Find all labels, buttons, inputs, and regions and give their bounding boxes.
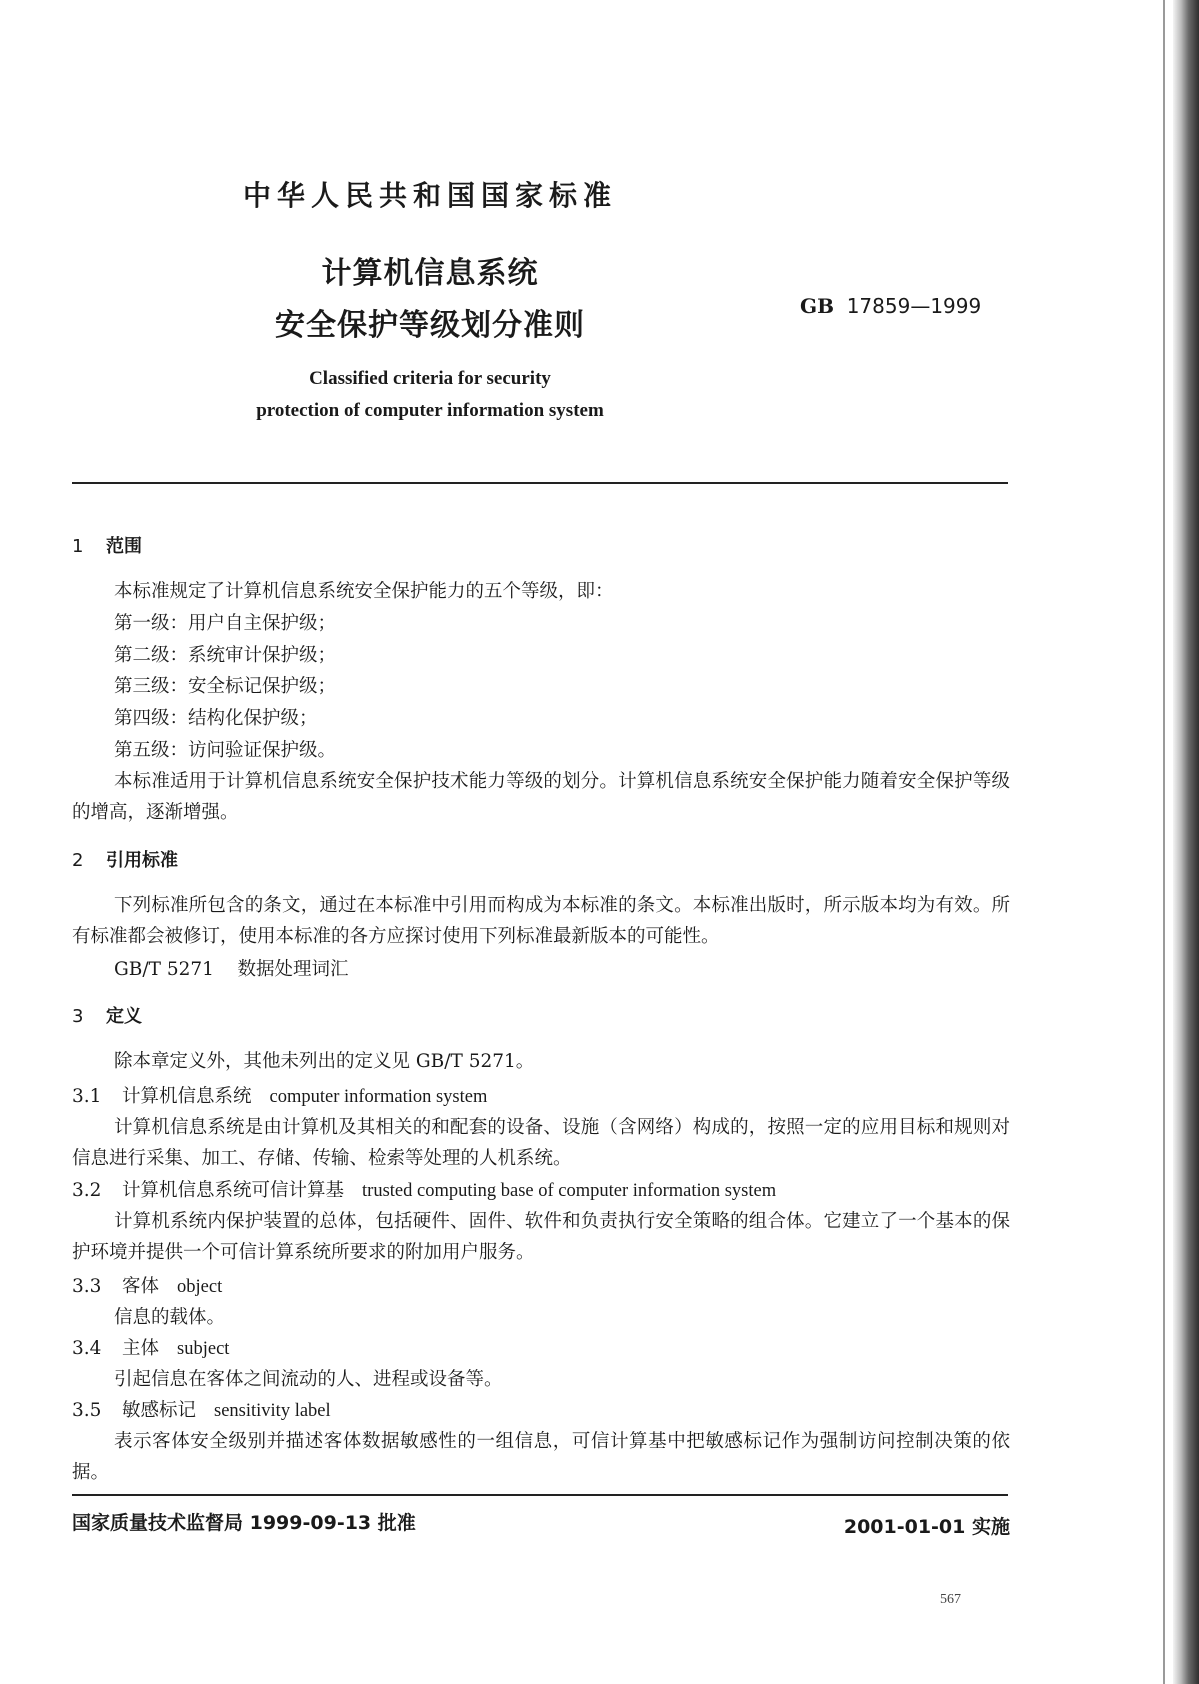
term-number: 3.1 xyxy=(72,1086,102,1107)
reference-name: 数据处理词汇 xyxy=(237,959,349,980)
term-heading xyxy=(72,1396,331,1422)
section-2-heading xyxy=(72,846,178,872)
term-en: trusted computing base of computer information system xyxy=(362,1181,777,1201)
term-heading xyxy=(72,1176,776,1202)
term-number: 3.2 xyxy=(72,1180,102,1201)
level-item: 第一级：用户自主保护级； xyxy=(114,613,337,634)
book-spine-shadow xyxy=(1173,0,1199,1684)
term-heading xyxy=(72,1334,229,1360)
page-edge-line xyxy=(1163,0,1165,1684)
section-1-intro: 本标准规定了计算机信息系统安全保护能力的五个等级，即： xyxy=(114,581,614,602)
term-number: 3.3 xyxy=(72,1276,102,1297)
section-title: 定义 xyxy=(106,1006,142,1027)
title-cn-line1: 计算机信息系统 xyxy=(321,256,539,291)
reference-code: GB/T 5271 xyxy=(114,959,214,980)
level-item: 第四级：结构化保护级； xyxy=(114,708,318,729)
term-number: 3.4 xyxy=(72,1338,102,1359)
term-cn: 敏感标记 xyxy=(122,1400,197,1421)
standard-code: 17859—1999 xyxy=(846,294,982,318)
term-definition: 表示客体安全级别并描述客体数据敏感性的一组信息，可信计算基中把敏感标记作为强制访问控制决策的依据。 xyxy=(72,1431,1010,1483)
section-1-closing: 本标准适用于计算机信息系统安全保护技术能力等级的划分。计算机信息系统安全保护能力随着安全保护等级的增高，逐渐增强。 xyxy=(72,771,1010,823)
footer-divider xyxy=(72,1494,1008,1496)
section-1-heading xyxy=(72,532,142,558)
title-cn-line2: 安全保护等级划分准则 xyxy=(275,308,585,343)
term-heading xyxy=(72,1082,487,1108)
section-2-body: 下列标准所包含的条文，通过在本标准中引用而构成为本标准的条文。本标准出版时，所示版本均为有效。所有标准都会被修订，使用本标准的各方应探讨使用下列标准最新版本的可能性。 xyxy=(72,895,1010,947)
section-number: 3 xyxy=(72,1006,84,1027)
term-en: computer information system xyxy=(269,1087,488,1107)
reference-item xyxy=(114,954,348,985)
page-number: 567 xyxy=(940,1592,961,1607)
term-definition: 信息的载体。 xyxy=(114,1307,226,1328)
standard-number xyxy=(800,294,981,318)
term-en: subject xyxy=(177,1339,230,1359)
term-definition: 计算机信息系统是由计算机及其相关的和配套的设备、设施（含网络）构成的，按照一定的应用目标和规则对信息进行采集、加工、存储、传输、检索等处理的人机系统。 xyxy=(72,1117,1010,1169)
title-en-line1: Classified criteria for security xyxy=(309,368,551,389)
national-standard-heading: 中华人民共和国国家标准 xyxy=(242,179,617,212)
term-number: 3.5 xyxy=(72,1400,102,1421)
title-en-line2: protection of computer information system xyxy=(256,400,604,421)
standard-prefix: GB xyxy=(800,294,834,318)
section-3-intro: 除本章定义外，其他未列出的定义见 GB/T 5271。 xyxy=(114,1051,535,1072)
level-item: 第三级：安全标记保护级； xyxy=(114,676,337,697)
term-cn: 主体 xyxy=(122,1338,160,1359)
section-3-heading xyxy=(72,1002,142,1028)
term-definition: 计算机系统内保护装置的总体，包括硬件、固件、软件和负责执行安全策略的组合体。它建立了一个基本的保护环境并提供一个可信计算系统所要求的附加用户服务。 xyxy=(72,1211,1010,1263)
section-title: 范围 xyxy=(106,536,142,557)
term-en: object xyxy=(177,1277,223,1297)
level-item: 第五级：访问验证保护级。 xyxy=(114,740,337,761)
section-number: 2 xyxy=(72,850,84,871)
term-cn: 计算机信息系统 xyxy=(122,1086,252,1107)
section-number: 1 xyxy=(72,536,84,557)
effective-date: 2001-01-01 实施 xyxy=(843,1516,1010,1538)
term-en: sensitivity label xyxy=(214,1401,331,1421)
term-heading xyxy=(72,1272,222,1298)
header-divider xyxy=(72,482,1008,484)
section-title: 引用标准 xyxy=(106,850,178,871)
term-definition: 引起信息在客体之间流动的人、进程或设备等。 xyxy=(114,1369,503,1390)
level-item: 第二级：系统审计保护级； xyxy=(114,645,337,666)
approval-line: 国家质量技术监督局 1999-09-13 批准 xyxy=(72,1512,416,1534)
term-cn: 客体 xyxy=(122,1276,160,1297)
term-cn: 计算机信息系统可信计算基 xyxy=(122,1180,345,1201)
